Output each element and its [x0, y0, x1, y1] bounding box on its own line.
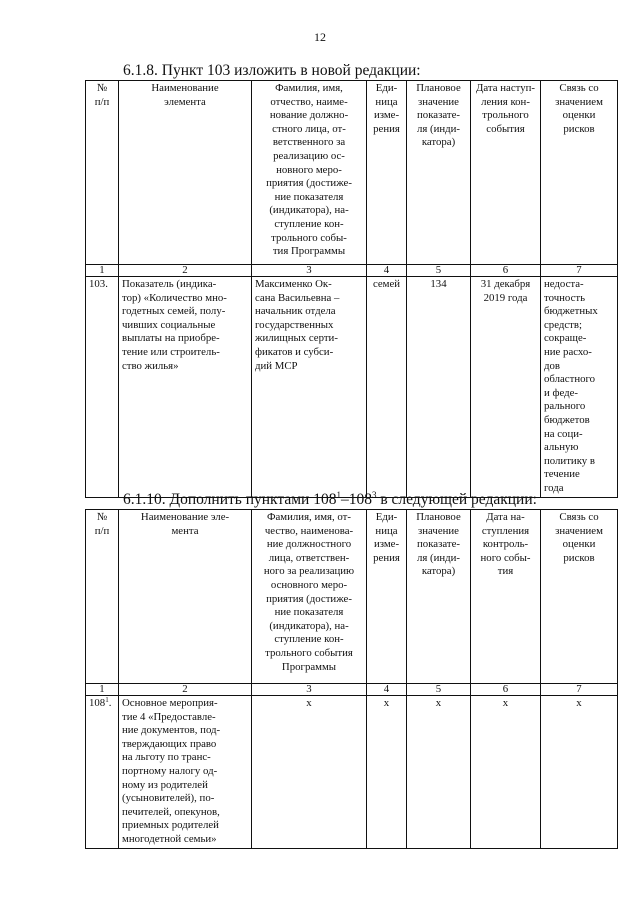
section-heading-6-1-10	[123, 492, 537, 508]
col-number: 2	[119, 684, 252, 696]
header-unit: Еди- ница изме- рения	[367, 510, 407, 684]
heading-text-dash: –108	[340, 491, 372, 508]
heading-superscript: 1	[336, 490, 341, 500]
col-number: 7	[541, 265, 618, 277]
header-element-name: Наименование элемента	[119, 81, 252, 265]
header-responsible: Фамилия, имя, отчество, наиме- нование должно- стного лица, от- ветственного за реализацию ос- новного меро- приятия (достиже- ние показателя (индикатора), на- ступление кон- трольного собы- тия Программы	[252, 81, 367, 265]
col-number: 3	[252, 265, 367, 277]
row-responsible: х	[252, 696, 367, 849]
heading-text-suffix: в следующей редакции:	[376, 491, 537, 508]
table-header-row	[86, 81, 618, 265]
col-number: 6	[471, 265, 541, 277]
section-heading-6-1-8: 6.1.8. Пункт 103 изложить в новой редакции:	[123, 62, 421, 79]
col-number: 4	[367, 684, 407, 696]
row-responsible: Максименко Ок- сана Васильевна – начальник отдела государственных жилищных серти- фикатов и субси- дий МСР	[252, 277, 367, 498]
table-section-6-1-10	[85, 509, 618, 849]
row-risk-link: х	[541, 696, 618, 849]
row-unit: семей	[367, 277, 407, 498]
column-number-row	[86, 265, 618, 277]
row-planned-value: х	[407, 696, 471, 849]
row-planned-value: 134	[407, 277, 471, 498]
header-num: № п/п	[86, 510, 119, 684]
table-row	[86, 277, 618, 498]
row-num-superscript: 1	[105, 696, 109, 704]
header-num: № п/п	[86, 81, 119, 265]
row-unit: х	[367, 696, 407, 849]
col-number: 1	[86, 265, 119, 277]
col-number: 5	[407, 684, 471, 696]
col-number: 3	[252, 684, 367, 696]
col-number: 7	[541, 684, 618, 696]
header-risk-link: Связь со значением оценки рисков	[541, 81, 618, 265]
page-number: 12	[314, 30, 326, 44]
col-number: 5	[407, 265, 471, 277]
row-num-suffix: .	[108, 697, 112, 709]
header-event-date: Дата на- ступления контроль- ного собы- тия	[471, 510, 541, 684]
header-element-name: Наименование эле- мента	[119, 510, 252, 684]
col-number: 2	[119, 265, 252, 277]
col-number: 6	[471, 684, 541, 696]
table-row	[86, 696, 618, 849]
heading-superscript: 3	[371, 490, 377, 500]
row-element-name: Основное мероприя- тие 4 «Предоставле- ние документов, под- тверждающих право на льготу по транс- портному налогу од- ному из родителей (усыновителей), по- печителей, опекунов, приемных родителей многодетной семьи»	[119, 696, 252, 849]
header-unit: Еди- ница изме- рения	[367, 81, 407, 265]
row-num: 103.	[86, 277, 119, 498]
col-number: 1	[86, 684, 119, 696]
col-number: 4	[367, 265, 407, 277]
table-section-6-1-8	[85, 80, 618, 498]
heading-text-prefix: 6.1.10. Дополнить пунктами 108	[123, 491, 337, 508]
header-responsible: Фамилия, имя, от- чество, наименова- ние должностного лица, ответствен- ного за реализацию основного меро- приятия (достиже- ние показателя (индикатора), на- ступление кон- трольного события Программы	[252, 510, 367, 684]
row-event-date: х	[471, 696, 541, 849]
row-num	[86, 696, 119, 849]
row-num-text: 108	[89, 697, 106, 709]
row-event-date: 31 декабря 2019 года	[471, 277, 541, 498]
header-event-date: Дата наступ- ления кон- трольного события	[471, 81, 541, 265]
column-number-row	[86, 684, 618, 696]
header-planned-value: Плановое значение показате- ля (инди- катора)	[407, 81, 471, 265]
row-risk-link: недоста- точность бюджетных средств; сокраще- ние расхо- дов областного и феде- рального бюджетов на соци- альную политику в течение года	[541, 277, 618, 498]
row-element-name: Показатель (индика- тор) «Количество мно- годетных семей, полу- чивших социальные выплаты на приобре- тение или строитель- ство жилья»	[119, 277, 252, 498]
header-planned-value: Плановое значение показате- ля (инди- катора)	[407, 510, 471, 684]
table-header-row	[86, 510, 618, 684]
header-risk-link: Связь со значением оценки рисков	[541, 510, 618, 684]
